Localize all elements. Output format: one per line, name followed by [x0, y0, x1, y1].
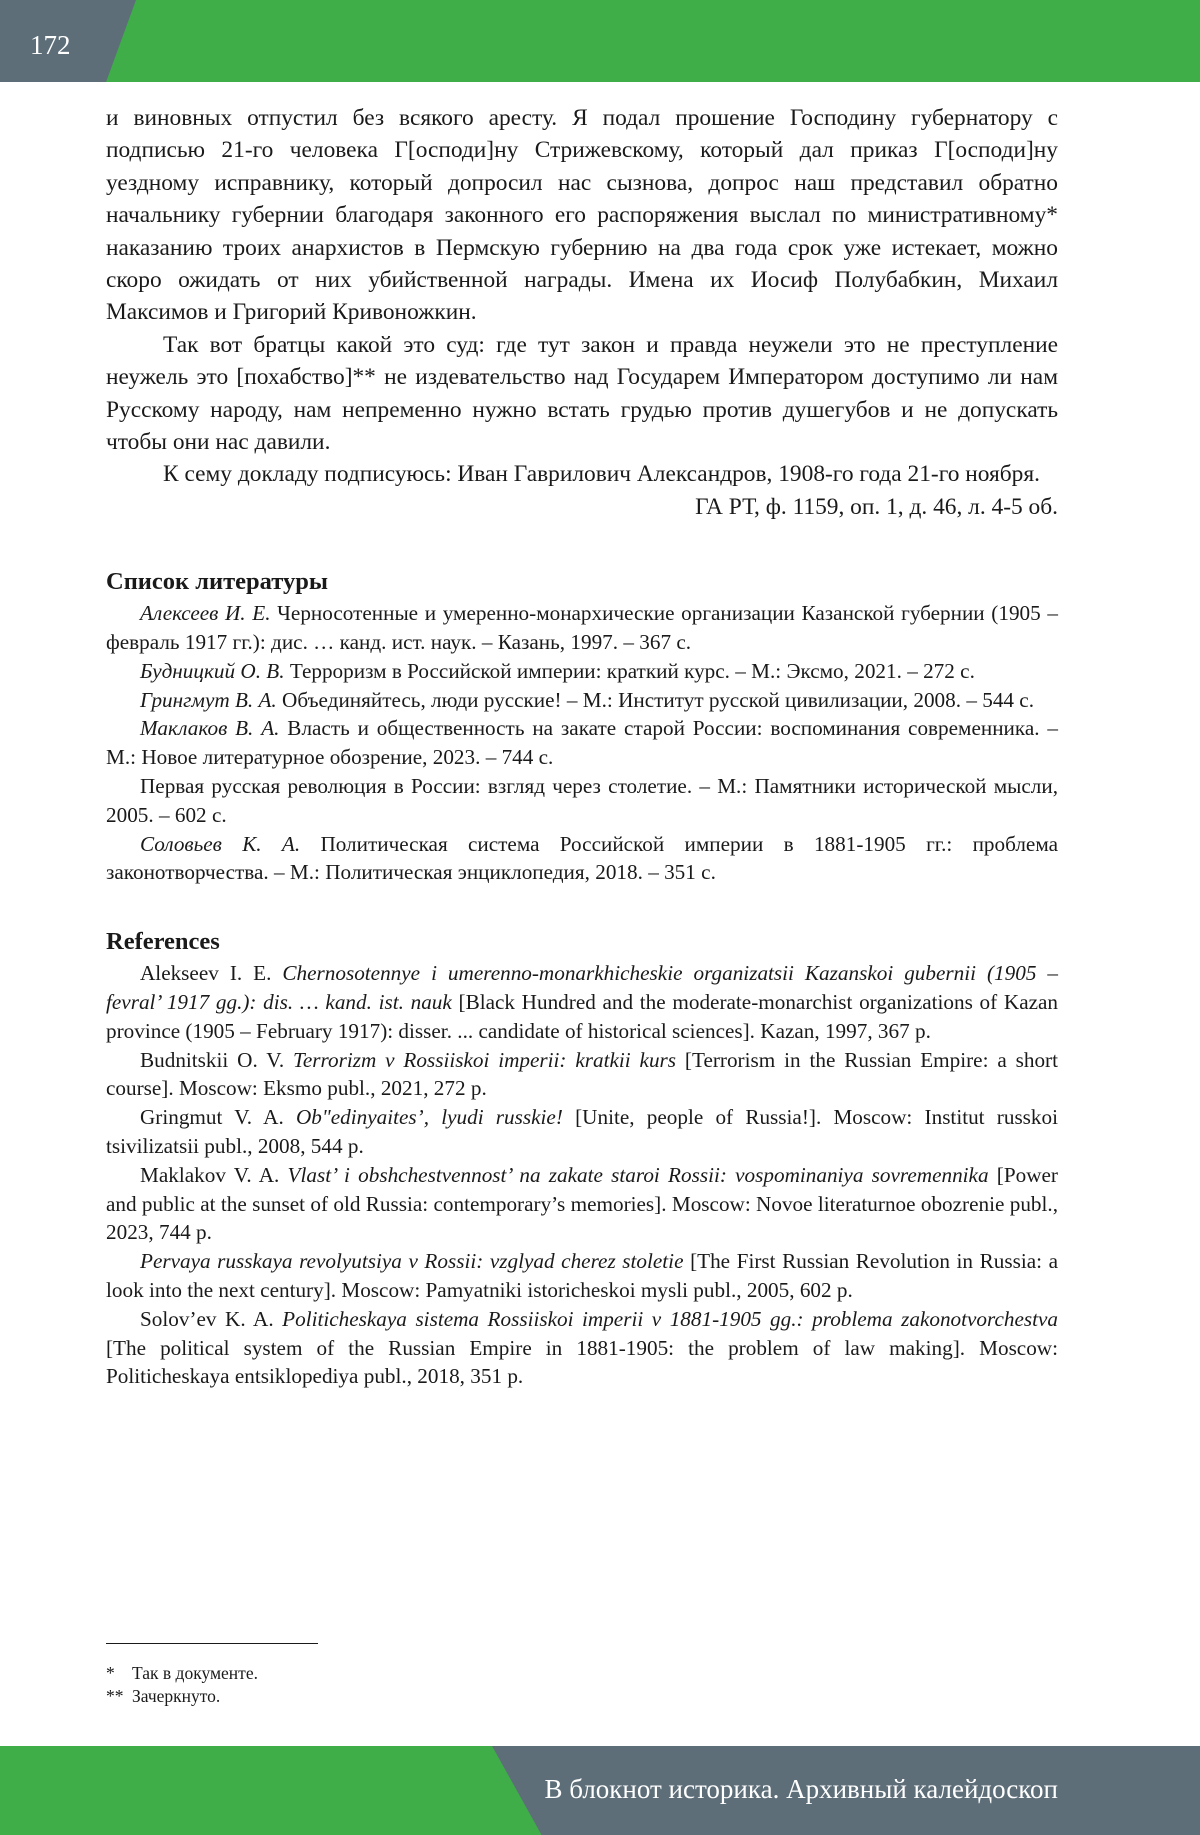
literature-text: Власть и общественность на закате старой России: воспоминания современника. – М.: Новое литературное обозрение, 2023. – 744 с. [106, 716, 1058, 770]
reference-title: Terrorizm v Rossiiskoi imperii: kratkii kurs [293, 1047, 677, 1072]
literature-text: Первая русская революция в России: взгляд через столетие. – М.: Памятники исторической мысли, 2005. – 602 с. [106, 774, 1058, 827]
reference-title: Ob"edinyaites’, lyudi russkie! [295, 1105, 563, 1130]
reference-text: [Terrorism in the Russian Empire: a short course]. Moscow: Eksmo publ., 2021, 272 p. [106, 1047, 1058, 1101]
literature-author: Алексеев И. Е. [140, 601, 271, 626]
reference-author: Budnitskii O. V. [140, 1047, 294, 1072]
reference-author: Maklakov V. A. [140, 1162, 288, 1187]
literature-item [106, 714, 1058, 772]
footnotes [106, 1662, 258, 1708]
literature-item [106, 772, 1058, 830]
reference-author: Alekseev I. E. [140, 961, 283, 986]
literature-item [106, 657, 1058, 686]
reference-text: [The political system of the Russian Empire in 1881-1905: the problem of law making]. Moscow: Politicheskaya entsiklopediya publ., 2018, 351 p. [106, 1335, 1058, 1389]
literature-text: Политическая система Российской империи в 1881-1905 гг.: проблема законотворчества. – М.: Политическая энциклопедия, 2018. – 351 с. [106, 831, 1058, 885]
literature-text: Черносотенные и умеренно-монархические организации Казанской губернии (1905 – февраль 1917 гг.): дис. … канд. ист. наук. – Казань, 1997. – 367 с. [106, 601, 1058, 655]
header-band [0, 0, 1200, 82]
reference-item [106, 1247, 1058, 1305]
literature-text: Терроризм в Российской империи: краткий курс. – М.: Эксмо, 2021. – 272 с. [284, 658, 975, 683]
reference-title: Chernosotennye i umerenno-monarkhicheskie organizatsii Kazanskoi gubernii (1905 – fevral’ 1917 gg.): dis. … kand. ist. nauk [106, 961, 1058, 1015]
literature-author: Грингмут В. А. [140, 687, 277, 712]
reference-text: [Black Hundred and the moderate-monarchist organizations of Kazan province (1905 – February 1917): disser. ... candidate of historical sciences]. Kazan, 1997, 367 p. [106, 990, 1058, 1043]
footnote [106, 1662, 258, 1685]
reference-author: Gringmut V. A. [140, 1105, 296, 1130]
literature-list [106, 599, 1058, 887]
body-paragraph: и виновных отпустил без всякого аресту. Я подал прошение Господину губернатору с подписью 21-го человека Г[осподи]ну Стрижевскому, который дал приказ Г[осподи]ну уездному исправнику, который допросил нас сызнова, допрос наш представил обратно начальнику губернии благодаря законного его распоряжения выслал по министративному* наказанию троих анархистов в Пермскую губернию на два года срок уже истекает, можно скоро ожидать от них убийственной награды. Имена их Иосиф Полубабкин, Михаил Максимов и Григорий Кривоножкин. [106, 105, 1058, 326]
body-paragraph: К сему докладу подписуюсь: Иван Гаврилович Александров, 1908-го года 21-го ноября. [163, 461, 1040, 488]
journal-section-title: В блокнот историка. Архивный калейдоскоп [544, 1774, 1058, 1804]
reference-text: [The First Russian Revolution in Russia: a look into the next century]. Moscow: Pamyatniki istoricheskoi mysli publ., 2005, 602 p. [106, 1249, 1058, 1303]
references-heading: References [106, 928, 220, 956]
reference-title: Pervaya russkaya revolyutsiya v Rossii: vzglyad cherez stoletie [140, 1249, 684, 1274]
footnote-mark: ** [106, 1686, 124, 1706]
reference-author: Solov’ev K. A. [140, 1306, 283, 1331]
literature-author: Соловьев К. А. [140, 831, 301, 856]
footnote-mark: * [106, 1663, 115, 1683]
page-number: 172 [30, 30, 71, 60]
body-paragraph: Так вот братцы какой это суд: где тут закон и правда неужели это не преступление неужель это [похабство]** не издевательство над Государем Императором доступимо ли нам Русскому народу, нам непременно нужно встать грудью против душегубов и не допускать чтобы они нас давили. [106, 331, 1058, 456]
footnote-text: Зачеркнуто. [132, 1686, 221, 1706]
reference-item [106, 1305, 1058, 1391]
reference-text: [Power and public at the sunset of old Russia: contemporary’s memories]. Moscow: Novoe literaturnoe obozrenie publ., 2023, 744 p. [106, 1162, 1058, 1245]
literature-heading: Список литературы [106, 568, 329, 596]
reference-item [106, 1046, 1058, 1104]
footnote-text: Так в документе. [132, 1663, 258, 1683]
archive-source: ГА РТ, ф. 1159, оп. 1, д. 46, л. 4-5 об. [695, 493, 1058, 520]
reference-item [106, 1103, 1058, 1161]
literature-item [106, 686, 1058, 715]
page-content [106, 102, 1058, 1391]
reference-item [106, 1161, 1058, 1247]
reference-title: Vlast’ i obshchestvennost’ na zakate staroi Rossii: vospominaniya sovremennika [287, 1162, 989, 1187]
footnote-divider [106, 1643, 318, 1644]
literature-text: Объединяйтесь, люди русские! – М.: Институт русской цивилизации, 2008. – 544 с. [276, 687, 1034, 712]
literature-author: Будницкий О. В. [140, 658, 285, 683]
literature-item [106, 599, 1058, 657]
references-list [106, 959, 1058, 1391]
reference-text: [Unite, people of Russia!]. Moscow: Institut russkoi tsivilizatsii publ., 2008, 544 p. [106, 1105, 1059, 1159]
literature-item [106, 830, 1058, 888]
footnote [106, 1685, 258, 1708]
literature-author: Маклаков В. А. [140, 716, 280, 741]
reference-item [106, 959, 1058, 1045]
reference-title: Politicheskaya sistema Rossiiskoi imperii v 1881-1905 gg.: problema zakonotvorchestva [282, 1306, 1059, 1331]
